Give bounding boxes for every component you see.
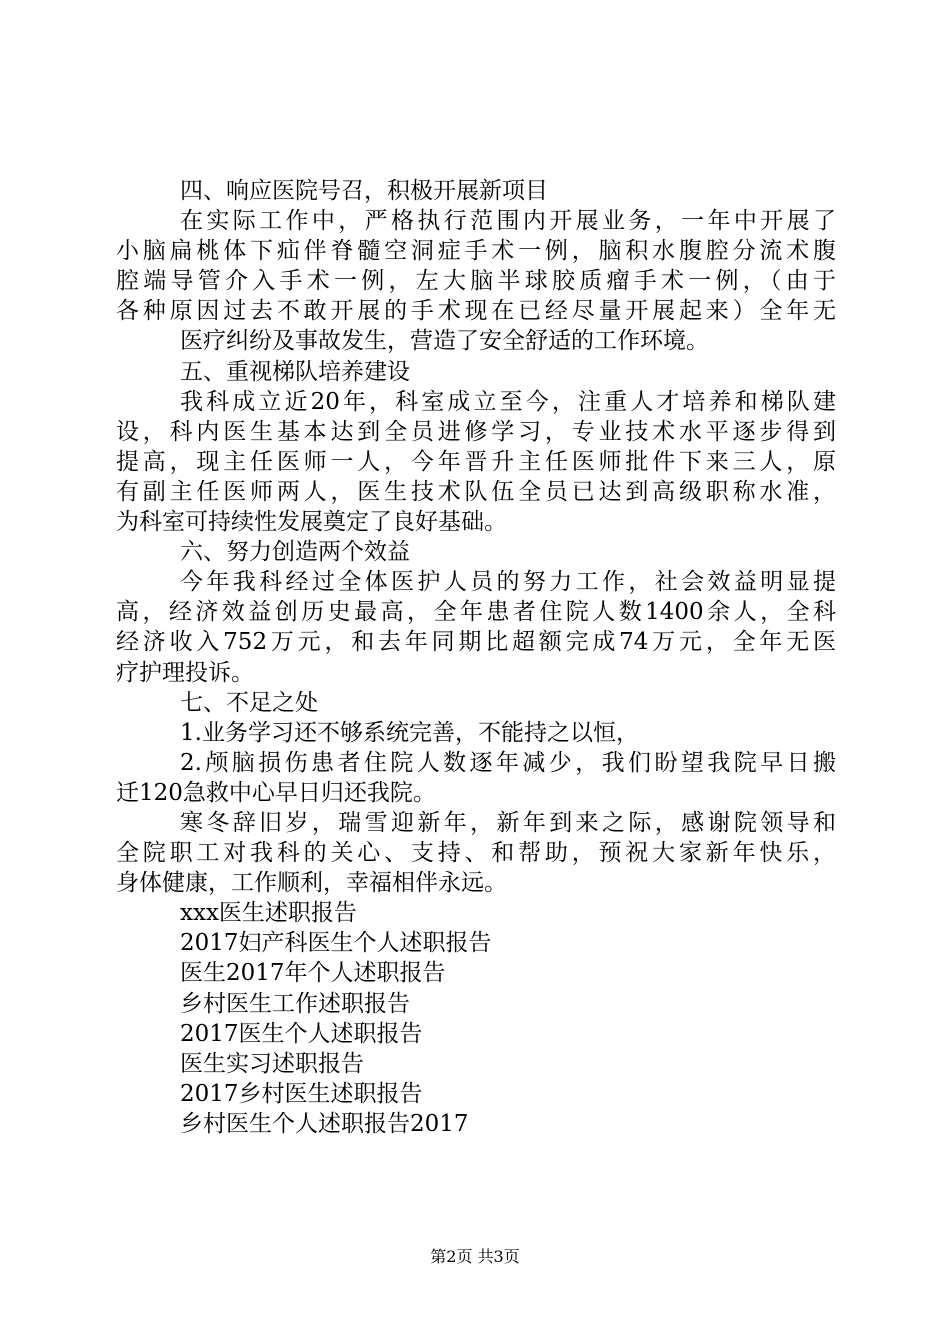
document-line: 迁120急救中心早日归还我院。 (116, 779, 436, 806)
document-line: 腔端导管介入手术一例，左大脑半球胶质瘤手术一例，（由于 (116, 268, 836, 295)
document-line: 有副主任医师两人，医生技术队伍全员已达到高级职称水准， (116, 478, 836, 505)
document-line: 医生2017年个人述职报告 (180, 960, 446, 987)
document-line: 七、不足之处 (180, 689, 318, 716)
document-line: 乡村医生个人述职报告2017 (180, 1110, 469, 1137)
document-body (116, 176, 836, 1139)
document-line: 2017医生个人述职报告 (180, 1020, 423, 1047)
document-line: 乡村医生工作述职报告 (180, 990, 410, 1017)
document-line: 小脑扁桃体下疝伴脊髓空洞症手术一例，脑积水腹腔分流术腹 (116, 238, 836, 265)
document-line: 各种原因过去不敢开展的手术现在已经尽量开展起来）全年无 (116, 298, 836, 325)
document-line: 2017妇产科医生个人述职报告 (180, 930, 492, 957)
document-line: 我科成立近20年，科室成立至今，注重人才培养和梯队建 (180, 388, 836, 415)
document-line: 2017乡村医生述职报告 (180, 1080, 423, 1107)
document-line: xxx医生述职报告 (180, 900, 357, 927)
document-line: 六、努力创造两个效益 (180, 539, 410, 566)
document-line: 全院职工对我科的关心、支持、和帮助，预祝大家新年快乐， (116, 840, 836, 867)
document-line: 2.颅脑损伤患者住院人数逐年减少，我们盼望我院早日搬 (180, 749, 836, 776)
document-line: 五、重视梯队培养建设 (180, 358, 410, 385)
document-line: 疗护理投诉。 (116, 659, 254, 686)
document-line: 1.业务学习还不够系统完善，不能持之以恒， (180, 719, 639, 746)
document-line: 为科室可持续性发展奠定了良好基础。 (116, 509, 507, 536)
document-line: 今年我科经过全体医护人员的努力工作，社会效益明显提 (180, 569, 836, 596)
document-line: 经济收入752万元，和去年同期比超额完成74万元，全年无医 (116, 629, 836, 656)
document-line: 医疗纠纷及事故发生，营造了安全舒适的工作环境。 (180, 328, 709, 355)
document-line: 在实际工作中，严格执行范围内开展业务，一年中开展了 (180, 208, 836, 235)
document-line: 提高，现主任医师一人，今年晋升主任医师批件下来三人，原 (116, 448, 836, 475)
page-footer: 第2页 共3页 (430, 1247, 520, 1266)
document-line: 四、响应医院号召，积极开展新项目 (180, 178, 548, 204)
document-line: 身体健康，工作顺利，幸福相伴永远。 (116, 870, 507, 897)
document-line: 设，科内医生基本达到全员进修学习，专业技术水平逐步得到 (116, 418, 836, 445)
document-line: 高，经济效益创历史最高，全年患者住院人数1400余人，全科 (116, 599, 836, 626)
document-line: 医生实习述职报告 (180, 1050, 364, 1077)
document-line: 寒冬辞旧岁，瑞雪迎新年，新年到来之际，感谢院领导和 (180, 809, 836, 836)
